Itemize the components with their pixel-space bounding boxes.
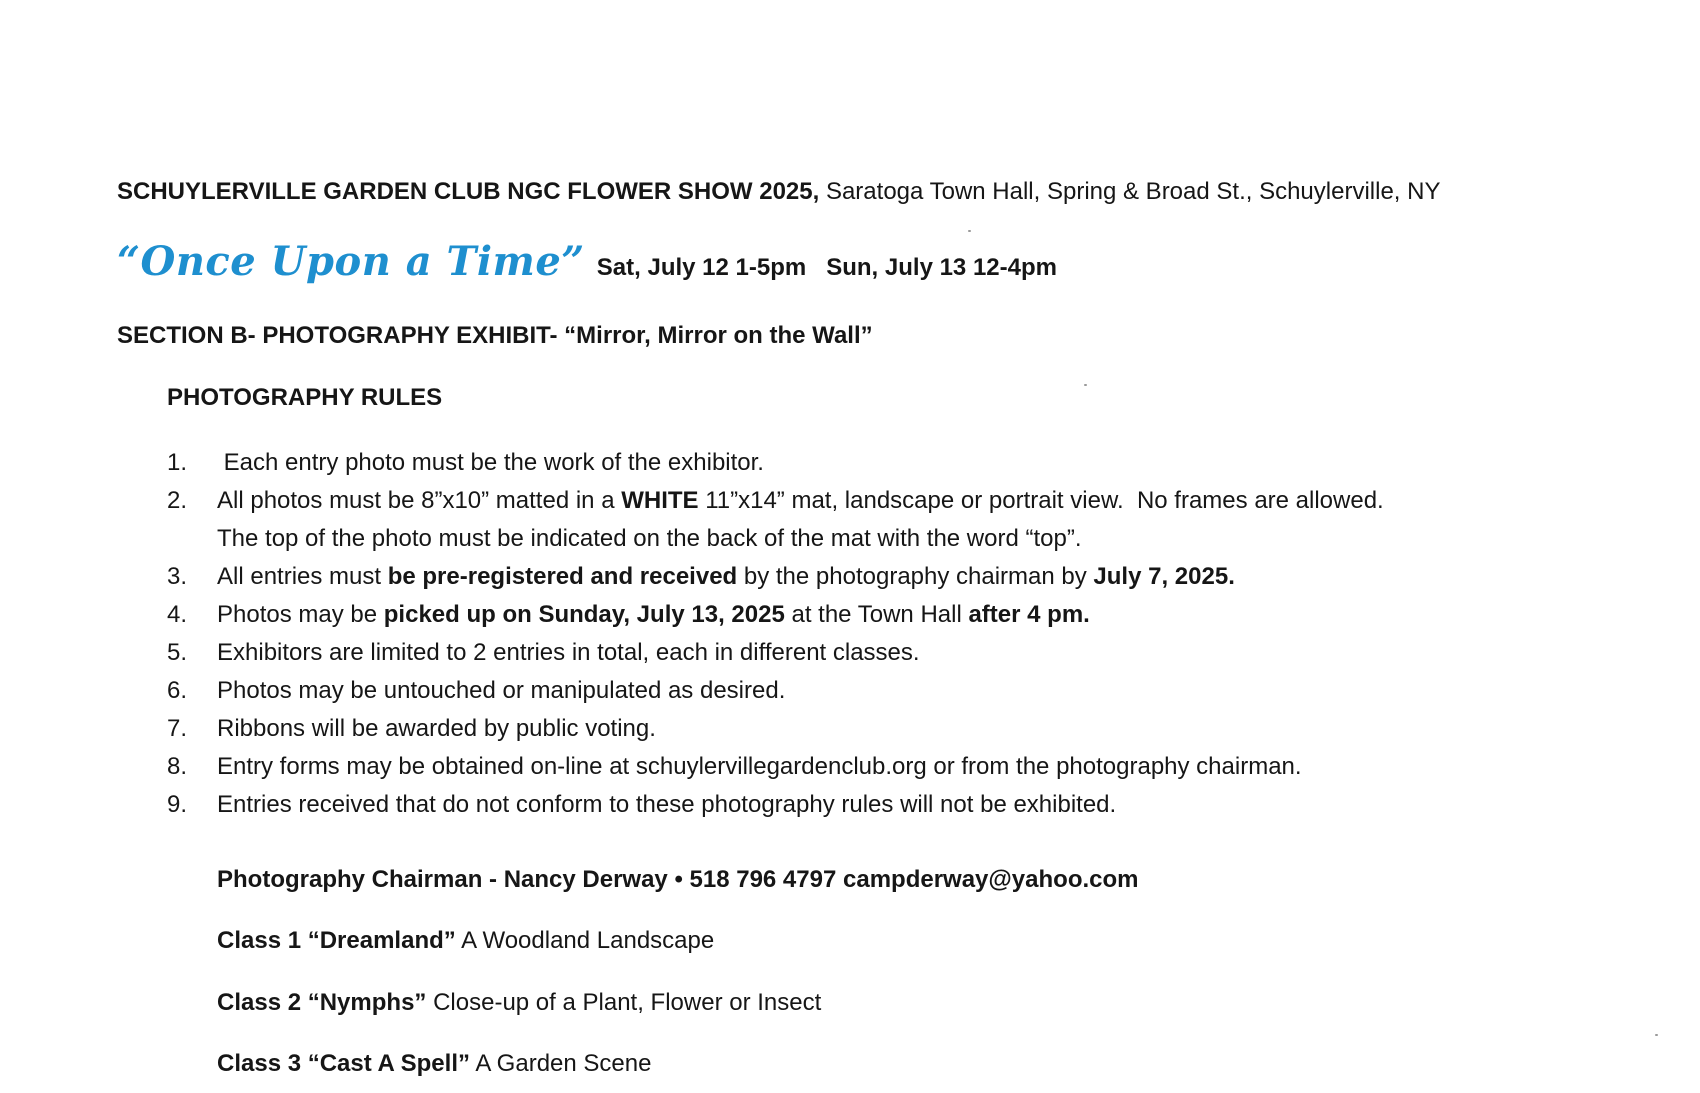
rule-text: Photos may be untouched or manipulated as desired. — [217, 677, 786, 704]
rule-text: All photos must be 8”x10” matted in a — [217, 487, 622, 514]
class-description: A Woodland Landscape — [455, 927, 715, 954]
rule-text: at the Town Hall — [784, 601, 969, 628]
rule-text-continuation: The top of the photo must be indicated on the back of the mat with the word “top”. — [217, 525, 1082, 552]
rule-text: Exhibitors are limited to 2 entries in total, each in different classes. — [217, 639, 920, 666]
class-description: A Garden Scene — [469, 1050, 652, 1077]
show-header-bold: SCHUYLERVILLE GARDEN CLUB NGC FLOWER SHOW 2025, — [117, 178, 820, 205]
rule-number: 1. — [167, 449, 188, 476]
show-title: “Once Upon a Time” — [117, 238, 585, 285]
rule-item — [167, 672, 1647, 710]
rule-text-bold: be pre-registered and received — [387, 563, 738, 590]
rule-text: Ribbons will be awarded by public voting. — [217, 715, 656, 742]
show-title-line — [117, 238, 1057, 285]
class-entry — [217, 989, 821, 1017]
rule-number: 4. — [167, 601, 188, 628]
rule-item — [167, 596, 1647, 634]
rule-number: 8. — [167, 753, 188, 780]
rule-text: by the photography chairman by — [737, 563, 1094, 590]
rule-text: 11”x14” mat, landscape or portrait view. No frames are allowed. — [698, 487, 1384, 514]
rule-item — [167, 748, 1647, 786]
rule-item — [167, 786, 1647, 824]
show-dates: Sat, July 12 1-5pm Sun, July 13 12-4pm — [596, 254, 1057, 281]
class-entry — [217, 1050, 651, 1078]
rule-item — [167, 482, 1647, 558]
rule-text: Each entry photo must be the work of the exhibitor. — [217, 449, 764, 476]
rules-heading: PHOTOGRAPHY RULES — [167, 384, 443, 411]
rule-text: Entry forms may be obtained on-line at schuylervillegardenclub.org or from the photography chairman. — [217, 753, 1302, 780]
rule-item — [167, 444, 1647, 482]
class-description: Close-up of a Plant, Flower or Insect — [426, 989, 822, 1016]
rule-number: 2. — [167, 487, 188, 514]
show-header — [117, 178, 1440, 206]
rule-number: 5. — [167, 639, 188, 666]
rule-number: 7. — [167, 715, 188, 742]
scan-speck — [1655, 1034, 1658, 1036]
rule-number: 6. — [167, 677, 188, 704]
show-header-location: Saratoga Town Hall, Spring & Broad St., Schuylerville, NY — [819, 178, 1441, 205]
rule-text-bold: WHITE — [621, 487, 699, 514]
rule-text-bold: picked up on Sunday, July 13, 2025 — [383, 601, 785, 628]
class-label: Class 2 “Nymphs” — [217, 989, 427, 1016]
scan-speck — [1084, 384, 1087, 386]
section-heading: SECTION B- PHOTOGRAPHY EXHIBIT- “Mirror, Mirror on the Wall” — [117, 322, 873, 349]
class-label: Class 1 “Dreamland” — [217, 927, 456, 954]
rule-item — [167, 558, 1647, 596]
rule-number: 9. — [167, 791, 188, 818]
rule-number: 3. — [167, 563, 188, 590]
class-label: Class 3 “Cast A Spell” — [217, 1050, 470, 1077]
rules-list — [167, 444, 1647, 824]
rule-item — [167, 710, 1647, 748]
scan-speck — [968, 230, 971, 232]
chairman-contact: Photography Chairman - Nancy Derway • 518 796 4797 campderway@yahoo.com — [217, 866, 1139, 893]
rule-text-bold: after 4 pm. — [968, 601, 1090, 628]
class-entry — [217, 927, 714, 955]
rule-text: All entries must — [217, 563, 388, 590]
rule-item — [167, 634, 1647, 672]
rule-text-bold: July 7, 2025. — [1093, 563, 1235, 590]
rule-text: Entries received that do not conform to these photography rules will not be exhibited. — [217, 791, 1117, 818]
rule-text: Photos may be — [217, 601, 384, 628]
